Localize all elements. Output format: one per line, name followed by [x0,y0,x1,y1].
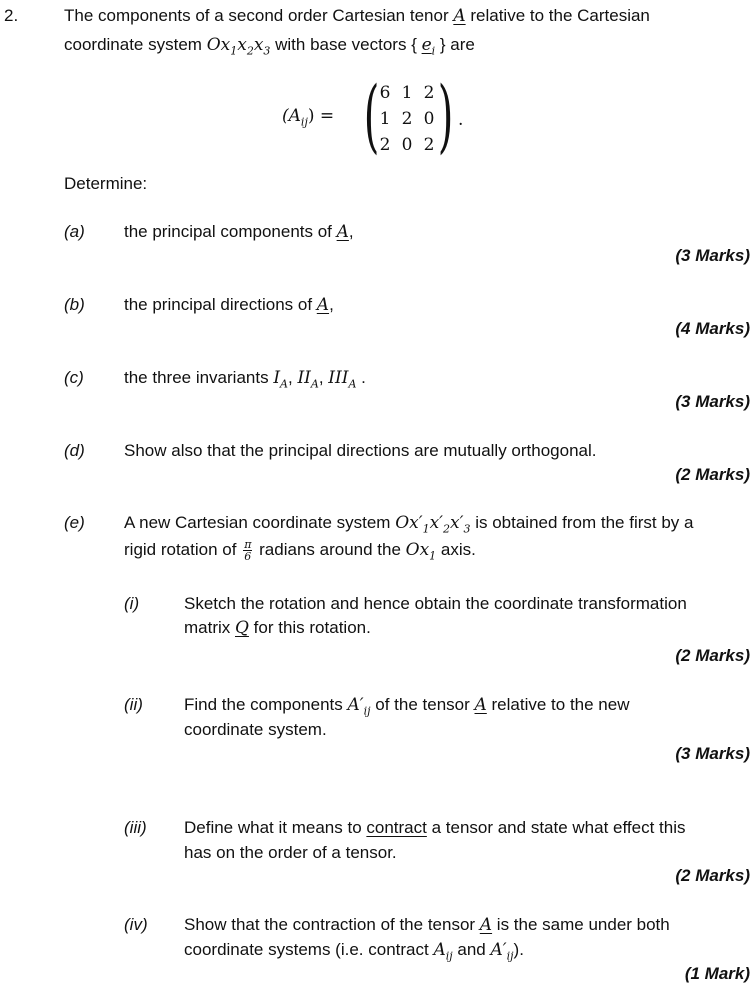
determine-label: Determine: [64,174,148,193]
intro-text: The components of a second order Cartesian tenor [64,6,454,25]
invariant-2: II [297,368,311,388]
matrix-end: . [458,110,464,130]
new-coord-system: $Ox'_1x'_2x'_3$ [395,513,471,536]
part-e-i-line-1: Sketch the rotation and hence obtain the coordinate transformation [184,594,687,613]
a-prime-ij: $A'_{ij}$ [490,940,514,963]
matrix-grid [374,80,440,158]
left-paren-icon: ( [363,69,380,162]
part-e-ii-marks: (3 Marks) [675,744,750,763]
part-e-iii-label: (iii) [124,818,147,837]
intro-text: with base vectors { [270,35,422,54]
part-c-marks: (3 Marks) [675,392,750,411]
part-e-iv-marks: (1 Mark) [684,964,750,983]
part-d-text: Show also that the principal directions are mutually orthogonal. [124,441,597,460]
part-d-label: (d) [64,441,85,460]
a-ij: $A_{ij}$ [433,940,453,963]
part-c-text: the three invariants $I_A$, $II_A$, $III_A$ . [124,368,366,391]
part-e-label: (e) [64,513,85,532]
part-e-iv-line-2: coordinate systems (i.e. contract $A_{ij}$ and $A'_{ij}$). [184,940,524,963]
matrix-cell: 1 [379,109,391,129]
intro-line-1 [64,6,650,26]
intro-text: } are [435,35,475,54]
part-a-label: (a) [64,222,85,241]
matrix-cell: 0 [401,135,413,155]
part-e-iii-line-1: Define what it means to contract a tensor and state what effect this [184,818,686,837]
part-e-iv-label: (iv) [124,915,148,934]
coord-system: $Ox_1x_2x_3$ [206,35,271,58]
a-prime-ij: $A'_{ij}$ [347,695,371,718]
matrix-lhs: $(A_{ij})$ = [282,106,335,129]
part-a-text: the principal components of A, [124,222,354,242]
part-b-text: the principal directions of A, [124,295,334,315]
question-number: 2. [4,6,19,25]
matrix-cell: 0 [423,109,435,129]
part-e-iii-line-2: has on the order of a tensor. [184,843,397,862]
matrix-cell: 2 [423,83,435,103]
matrix-cell: 2 [401,109,413,129]
base-vector: e [421,35,432,55]
part-e-line-1: A new Cartesian coordinate system $Ox'_1x'_2x'_3$ is obtained from the first by a [124,513,694,536]
matrix-cell: 2 [379,135,391,155]
part-e-line-2: rigid rotation of $\frac{\pi}{6}$ radians around the $Ox_1$ axis. [124,538,476,563]
intro-text: coordinate system [64,35,207,54]
part-e-ii-line-2: coordinate system. [184,720,327,739]
part-e-ii-line-1: Find the components $A'_{ij}$ of the tensor A relative to the new [184,695,630,718]
matrix-cell: 6 [379,83,391,103]
part-d-marks: (2 Marks) [675,465,750,484]
part-e-i-line-2: matrix Q for this rotation. [184,618,371,638]
intro-line-2 [64,35,475,57]
intro-text: relative to the Cartesian [465,6,650,25]
part-e-ii-label: (ii) [124,695,143,714]
part-c-label: (c) [64,368,84,387]
part-e-iii-marks: (2 Marks) [675,866,750,885]
part-e-i-label: (i) [124,594,140,613]
part-a-marks: (3 Marks) [675,246,750,265]
part-b-label: (b) [64,295,85,314]
right-paren-icon: ) [437,69,454,162]
invariant-1: I [273,368,281,388]
matrix-q-symbol: Q [235,618,249,638]
matrix-cell: 2 [423,135,435,155]
part-b-marks: (4 Marks) [675,319,750,338]
tensor-symbol: A [453,6,466,26]
part-e-iv-line-1: Show that the contraction of the tensor A is the same under both [184,915,670,935]
part-e-i-marks: (2 Marks) [675,646,750,665]
angle-fraction: $\frac{\pi}{6}$ [244,538,252,563]
contract-word: contract [366,818,427,837]
invariant-3: III [328,368,349,388]
base-index: i [431,44,436,58]
rotation-axis: $Ox_1$ [405,539,437,563]
matrix-cell: 1 [401,83,413,103]
